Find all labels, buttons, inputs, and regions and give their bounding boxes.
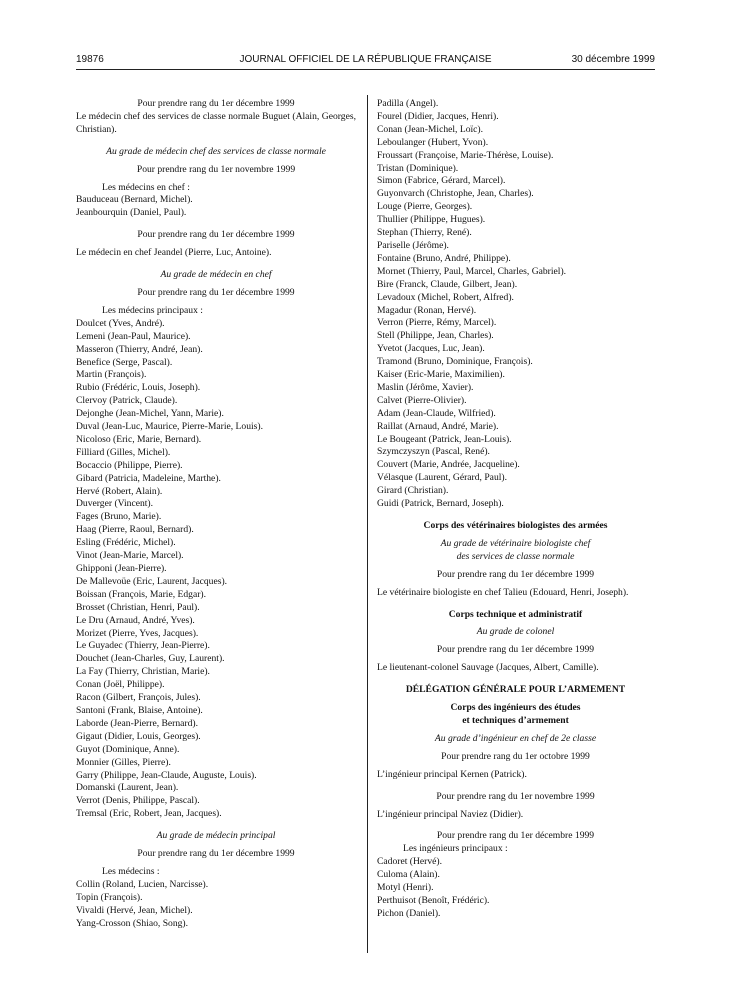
name-entry: Haag (Pierre, Raoul, Bernard). bbox=[76, 524, 194, 536]
rank-line: Pour prendre rang du 1er décembre 1999 bbox=[137, 98, 295, 109]
name-entry: Cadoret (Hervé). bbox=[377, 856, 442, 868]
column-divider bbox=[367, 95, 368, 953]
group-label: Les médecins principaux : bbox=[102, 304, 203, 316]
corps-title: Corps des vétérinaires biologistes des armées bbox=[423, 520, 608, 531]
appointment-text: L’ingénieur principal Naviez (Didier). bbox=[377, 808, 524, 820]
rank-line: Pour prendre rang du 1er décembre 1999 bbox=[137, 229, 295, 241]
name-entry: Guyonvarch (Christophe, Jean, Charles). bbox=[377, 188, 534, 200]
name-entry: Froussart (Françoise, Marie-Thérèse, Louise). bbox=[377, 149, 554, 161]
name-entry: Girard (Christian). bbox=[377, 485, 449, 497]
name-entry: Mornet (Thierry, Paul, Marcel, Charles, Gabriel). bbox=[377, 265, 567, 277]
name-entry: Domanski (Laurent, Jean). bbox=[76, 782, 179, 794]
grade-heading: des services de classe normale bbox=[456, 550, 575, 562]
name-entry: Kaiser (Eric-Marie, Maximilien). bbox=[377, 369, 505, 381]
rank-line: Pour prendre rang du 1er octobre 1999 bbox=[441, 750, 590, 762]
name-entry: Monnier (Gilles, Pierre). bbox=[76, 756, 171, 768]
name-entry: Stell (Philippe, Jean, Charles). bbox=[377, 330, 494, 342]
grade-heading: Au grade de colonel bbox=[476, 626, 555, 638]
grade-heading: Au grade de médecin chef des services de classe normale bbox=[106, 145, 326, 157]
name-entry: Maslin (Jérôme, Xavier). bbox=[377, 381, 474, 393]
name-entry: Tremsal (Eric, Robert, Jean, Jacques). bbox=[76, 808, 222, 820]
name-entry: Nicoloso (Eric, Marie, Bernard). bbox=[76, 433, 202, 445]
appointment-text: Le médecin chef des services de classe normale Buguet (Alain, Georges, Christian). bbox=[76, 110, 356, 135]
rank-line: Pour prendre rang du 1er décembre 1999 bbox=[137, 848, 295, 860]
name-entry: Rubio (Frédéric, Louis, Joseph). bbox=[76, 382, 201, 394]
name-entry: Le Guyadec (Thierry, Jean-Pierre). bbox=[76, 640, 210, 652]
name-entry: Masseron (Thierry, André, Jean). bbox=[76, 343, 203, 355]
name-entry: Gigaut (Didier, Louis, Georges). bbox=[76, 730, 201, 742]
name-entry: Szymczyszyn (Pascal, René). bbox=[377, 446, 490, 458]
name-entry: Esling (Frédéric, Michel). bbox=[76, 537, 176, 549]
name-entry: Ghipponi (Jean-Pierre). bbox=[76, 563, 167, 574]
name-entry: Motyl (Henri). bbox=[377, 882, 434, 894]
name-entry: Le Bougeant (Patrick, Jean-Louis). bbox=[377, 433, 512, 445]
name-entry: Perthuisot (Benoît, Frédéric). bbox=[377, 894, 490, 906]
grade-heading: Au grade de médecin principal bbox=[156, 830, 276, 842]
name-entry: Stephan (Thierry, René). bbox=[377, 227, 472, 239]
name-entry: Gibard (Patricia, Madeleine, Marthe). bbox=[76, 472, 221, 484]
rank-line: Pour prendre rang du 1er décembre 1999 bbox=[436, 830, 595, 842]
name-entry: Fages (Bruno, Marie). bbox=[76, 511, 162, 523]
name-entry: Laborde (Jean-Pierre, Bernard). bbox=[76, 717, 198, 729]
rank-line: Pour prendre rang du 1er décembre 1999 bbox=[436, 568, 595, 580]
name-entry: Filliard (Gilles, Michel). bbox=[76, 446, 171, 458]
name-entry: Padilla (Angel). bbox=[377, 98, 439, 109]
name-entry: Boissan (François, Marie, Edgar). bbox=[76, 588, 207, 600]
name-entry: Guyot (Dominique, Anne). bbox=[76, 743, 180, 755]
corps-title: Corps technique et administratif bbox=[448, 608, 583, 620]
name-entry: Tristan (Dominique). bbox=[377, 162, 459, 174]
name-entry: Conan (Jean-Michel, Loïc). bbox=[377, 123, 484, 135]
appointment-text: Le vétérinaire biologiste en chef Talieu (Edouard, Henri, Joseph). bbox=[377, 586, 629, 598]
name-entry: Fourel (Didier, Jacques, Henri). bbox=[377, 110, 499, 122]
name-entry: Leboulanger (Hubert, Yvon). bbox=[377, 136, 489, 148]
name-entry: Levadoux (Michel, Robert, Alfred). bbox=[377, 291, 514, 303]
journal-title: JOURNAL OFFICIEL DE LA RÉPUBLIQUE FRANÇAISE bbox=[239, 54, 492, 65]
name-entry: Collin (Roland, Lucien, Narcisse). bbox=[76, 878, 209, 890]
rank-line: Pour prendre rang du 1er novembre 1999 bbox=[436, 790, 595, 802]
page-header bbox=[76, 53, 655, 67]
name-entry: Martin (François). bbox=[76, 369, 147, 381]
name-entry: Racon (Gilbert, François, Jules). bbox=[76, 692, 201, 704]
corps-title: Corps des ingénieurs des études bbox=[450, 702, 581, 714]
name-entry: Clervoy (Patrick, Claude). bbox=[76, 395, 178, 407]
rank-line: Pour prendre rang du 1er décembre 1999 bbox=[436, 644, 595, 656]
name-entry: Pariselle (Jérôme). bbox=[377, 239, 449, 251]
grade-heading: Au grade de vétérinaire biologiste chef bbox=[440, 537, 591, 549]
name-entry: Calvet (Pierre-Olivier). bbox=[377, 394, 467, 406]
grade-heading: Au grade d’ingénieur en chef de 2e classe bbox=[434, 732, 597, 744]
name-entry: Pichon (Daniel). bbox=[377, 907, 441, 919]
grade-heading: Au grade de médecin en chef bbox=[160, 269, 272, 281]
name-entry: Guidi (Patrick, Bernard, Joseph). bbox=[377, 498, 504, 510]
name-entry: La Fay (Thierry, Christian, Marie). bbox=[76, 666, 210, 678]
name-entry: Jeanbourquin (Daniel, Paul). bbox=[76, 207, 187, 219]
appointment-text: L’ingénieur principal Kernen (Patrick). bbox=[377, 768, 527, 780]
name-entry: Morizet (Pierre, Yves, Jacques). bbox=[76, 627, 199, 639]
name-entry: Thullier (Philippe, Hugues). bbox=[377, 214, 486, 226]
name-entry: Bauduceau (Bernard, Michel). bbox=[76, 194, 193, 206]
name-entry: Louge (Pierre, Georges). bbox=[377, 201, 473, 213]
name-entry: De Mallevoüe (Eric, Laurent, Jacques). bbox=[76, 575, 228, 587]
corps-title: et techniques d’armement bbox=[462, 714, 569, 726]
name-entry: Benefice (Serge, Pascal). bbox=[76, 356, 173, 368]
rank-line: Pour prendre rang du 1er novembre 1999 bbox=[136, 163, 296, 175]
name-entry: Verron (Pierre, Rémy, Marcel). bbox=[377, 317, 497, 329]
name-entry: Garry (Philippe, Jean-Claude, Auguste, Louis). bbox=[76, 769, 257, 781]
rank-line: Pour prendre rang du 1er décembre 1999 bbox=[137, 286, 295, 298]
right-column bbox=[377, 98, 654, 921]
page-number: 19876 bbox=[76, 54, 104, 65]
name-entry: Yvetot (Jacques, Luc, Jean). bbox=[377, 343, 485, 355]
header-rule bbox=[76, 69, 655, 70]
name-entry: Santoni (Frank, Blaise, Antoine). bbox=[76, 704, 203, 716]
name-entry: Adam (Jean-Claude, Wilfried). bbox=[377, 407, 496, 419]
name-entry: Tramond (Bruno, Dominique, François). bbox=[377, 356, 533, 368]
name-list bbox=[377, 98, 654, 511]
name-entry: Verrot (Denis, Philippe, Pascal). bbox=[76, 795, 200, 807]
appointment-text: Le médecin en chef Jeandel (Pierre, Luc, Antoine). bbox=[76, 247, 272, 259]
name-entry: Le Dru (Arnaud, André, Yves). bbox=[76, 614, 195, 626]
name-entry: Vivaldi (Hervé, Jean, Michel). bbox=[76, 904, 193, 916]
name-list bbox=[76, 318, 356, 821]
name-entry: Lemeni (Jean-Paul, Maurice). bbox=[76, 330, 191, 342]
group-label: Les médecins : bbox=[102, 865, 160, 877]
name-list bbox=[377, 856, 654, 921]
group-label: Les médecins en chef : bbox=[102, 181, 190, 193]
name-entry: Culoma (Alain). bbox=[377, 869, 440, 881]
name-entry: Doulcet (Yves, André). bbox=[76, 317, 165, 329]
name-list bbox=[76, 879, 356, 931]
name-entry: Duverger (Vincent). bbox=[76, 498, 154, 510]
name-entry: Conan (Joël, Philippe). bbox=[76, 679, 165, 691]
name-entry: Dejonghe (Jean-Michel, Yann, Marie). bbox=[76, 408, 224, 420]
name-entry: Duval (Jean-Luc, Maurice, Pierre-Marie, Louis). bbox=[76, 421, 264, 433]
issue-date: 30 décembre 1999 bbox=[571, 54, 655, 65]
name-entry: Magadur (Ronan, Hervé). bbox=[377, 304, 477, 316]
name-entry: Brosset (Christian, Henri, Paul). bbox=[76, 601, 200, 613]
name-entry: Douchet (Jean-Charles, Guy, Laurent). bbox=[76, 653, 225, 665]
name-entry: Yang-Crosson (Shiao, Song). bbox=[76, 917, 189, 929]
appointment-text: Le lieutenant-colonel Sauvage (Jacques, Albert, Camille). bbox=[377, 662, 599, 674]
name-entry: Hervé (Robert, Alain). bbox=[76, 485, 163, 497]
left-column bbox=[76, 98, 356, 930]
name-list bbox=[76, 194, 356, 220]
name-entry: Vélasque (Laurent, Gérard, Paul). bbox=[377, 472, 507, 484]
name-entry: Topin (François). bbox=[76, 891, 143, 903]
name-entry: Bocaccio (Philippe, Pierre). bbox=[76, 459, 183, 471]
section-title: DÉLÉGATION GÉNÉRALE POUR L’ARMEMENT bbox=[405, 684, 626, 696]
name-entry: Vinot (Jean-Marie, Marcel). bbox=[76, 550, 184, 562]
group-label: Les ingénieurs principaux : bbox=[403, 843, 508, 855]
name-entry: Bire (Franck, Claude, Gilbert, Jean). bbox=[377, 278, 518, 290]
name-entry: Couvert (Marie, Andrée, Jacqueline). bbox=[377, 459, 520, 471]
name-entry: Fontaine (Bruno, André, Philippe). bbox=[377, 252, 511, 264]
name-entry: Raillat (Arnaud, André, Marie). bbox=[377, 420, 499, 432]
name-entry: Simon (Fabrice, Gérard, Marcel). bbox=[377, 175, 506, 187]
